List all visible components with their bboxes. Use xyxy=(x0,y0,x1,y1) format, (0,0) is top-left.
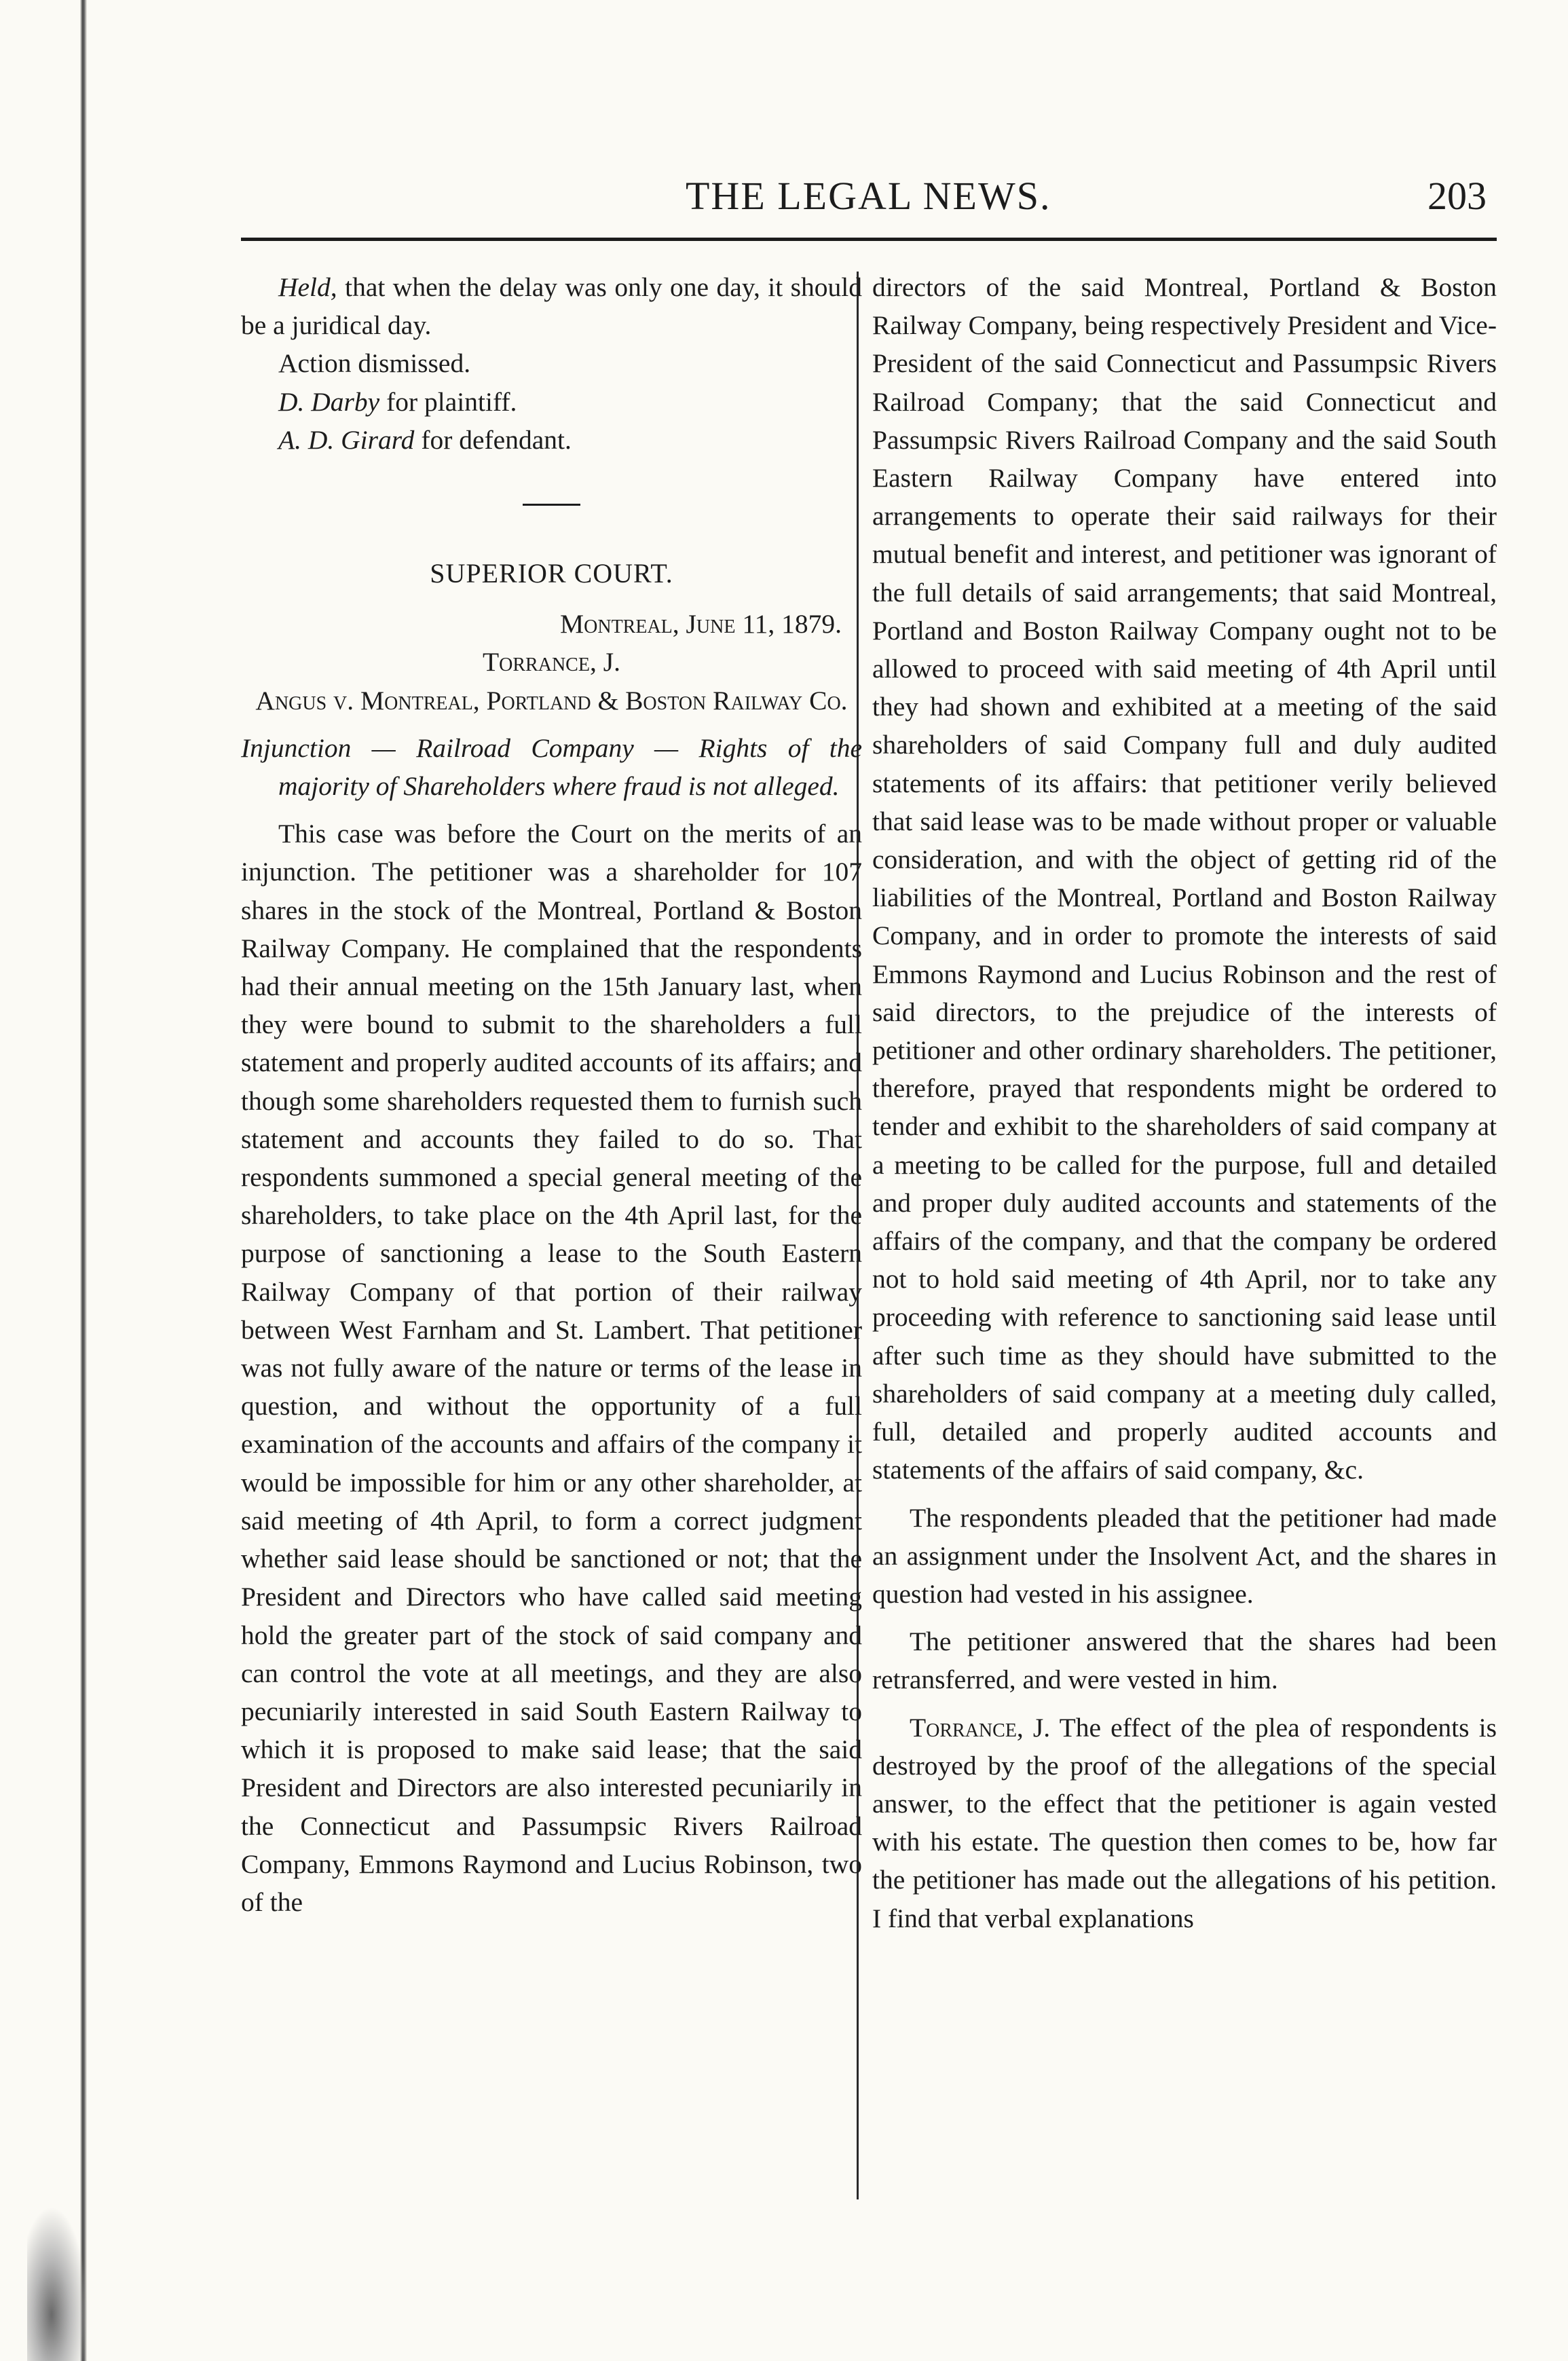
held-lead: Held, xyxy=(278,272,337,302)
held-paragraph xyxy=(241,268,862,344)
case-name: Angus v. Montreal, Portland & Boston Railway Co. xyxy=(255,685,848,715)
action-line: Action dismissed. xyxy=(278,348,471,379)
right-column xyxy=(872,268,1497,1937)
continuation-paragraph: directors of the said Montreal, Portland & Boston Railway Company, being respectively President and Vice-President of the said Connecticut and Passumpsic Rivers Railroad Company; that the said Connecticut and Passumpsic Rivers Railroad Company and the said South Eastern Railway Company have entered into arrangements to operate their said railways for their mutual benefit and interest, and petitioner was ignorant of the full details of said arrangements; that said Montreal, Portland and Boston Railway Company ought not to be allowed to proceed with said meeting of 4th April until they had shown and exhibited at a meeting of the said shareholders of said Company full and duly audited statements of its affairs: that petitioner verily believed that said lease was to be made without proper or valuable consideration, and with the object of getting rid of the liabilities of the Montreal, Portland and Boston Railway Company, and in order to promote the interests of said Emmons Raymond and Lucius Robinson and the rest of said directors, to the prejudice of the interests of petitioner and other ordinary shareholders. The petitioner, therefore, prayed that respondents might be ordered to tender and exhibit to the shareholders of said company at a meeting to be called for the purpose, full and detailed and proper duly audited accounts and statements of the affairs of the company, and that the company be ordered not to hold said meeting of 4th April, nor to take any proceeding with reference to sanctioning said lease until after such time as they should have submitted to the shareholders of said company at a meeting duly called, full, detailed and properly audited accounts and statements of the affairs of said company, &c. xyxy=(872,272,1497,1485)
counsel-plaintiff xyxy=(241,383,862,421)
page-header xyxy=(244,173,1500,227)
held-text: that when the delay was only one day, it should be a juridical day. xyxy=(241,272,863,341)
left-column xyxy=(241,268,862,1921)
court-heading: SUPERIOR COURT. xyxy=(430,558,673,589)
counsel-defendant xyxy=(241,421,862,459)
counsel-plaintiff-name: D. Darby xyxy=(278,386,380,417)
scan-smudge xyxy=(27,2206,88,2361)
counsel-defendant-name: A. D. Girard xyxy=(278,424,415,455)
page-number: 203 xyxy=(1427,174,1487,218)
headnote: Injunction — Railroad Company — Rights of the majority of Shareholders where fraud is not alleged. xyxy=(241,732,862,802)
section-rule xyxy=(523,504,580,506)
petitioner-answer-paragraph: The petitioner answered that the shares had been retransferred, and were vested in him. xyxy=(872,1626,1497,1695)
respondents-plea-paragraph: The respondents pleaded that the petitioner had made an assignment under the Insolvent Act, and the shares in question had vested in his assignee. xyxy=(872,1502,1497,1609)
judgment-paragraph xyxy=(872,1709,1497,1937)
body-paragraph: This case was before the Court on the merits of an injunction. The petitioner was a shareholder for 107 shares in the stock of the Montreal, Portland & Boston Railway Company. He complained that the respondents had their annual meeting on the 15th January last, when they were bound to submit to the shareholders a full statement and properly audited accounts of its affairs; and though some shareholders requested them to furnish such statement and accounts they failed to do so. That respondents summoned a special general meeting of the shareholders, to take place on the 4th April last, for the purpose of sanctioning a lease to the South Eastern Railway Company of that portion of their railway between West Farnham and St. Lambert. That petitioner was not fully aware of the nature or terms of the lease in question, and without the opportunity of a full examination of the accounts and affairs of the company it would be impossible for him or any other shareholder, at said meeting of 4th April, to form a correct judgment whether said lease should be sanctioned or not; that the President and Directors who have called said meeting hold the greater part of the stock of said company and can control the vote at all meetings, and they are also pecuniarily interested in said South Eastern Railway to which it is proposed to make said lease; that the said President and Directors are also interested pecuniarily in the Connecticut and Passumpsic Rivers Railroad Company, Emmons Raymond and Lucius Robinson, two of the xyxy=(241,819,862,1917)
counsel-plaintiff-role: for plaintiff. xyxy=(386,386,517,417)
place-date: Montreal, June 11, 1879. xyxy=(560,609,842,639)
header-rule xyxy=(241,238,1497,241)
counsel-defendant-role: for defendant. xyxy=(421,424,572,455)
judge-lead: Torrance, J. xyxy=(910,1712,1051,1743)
judge-line: Torrance, J. xyxy=(483,647,620,677)
judgment-text: The effect of the plea of respondents is destroyed by the proof of the allegations of the special answer, to the effect that the petitioner is again vested with his estate. The question then comes to be, how far the petitioner has made out the allegations of his petition. I find that verbal explanations xyxy=(872,1712,1497,1933)
binding-edge xyxy=(80,0,87,2361)
running-title: THE LEGAL NEWS. xyxy=(686,174,1051,218)
